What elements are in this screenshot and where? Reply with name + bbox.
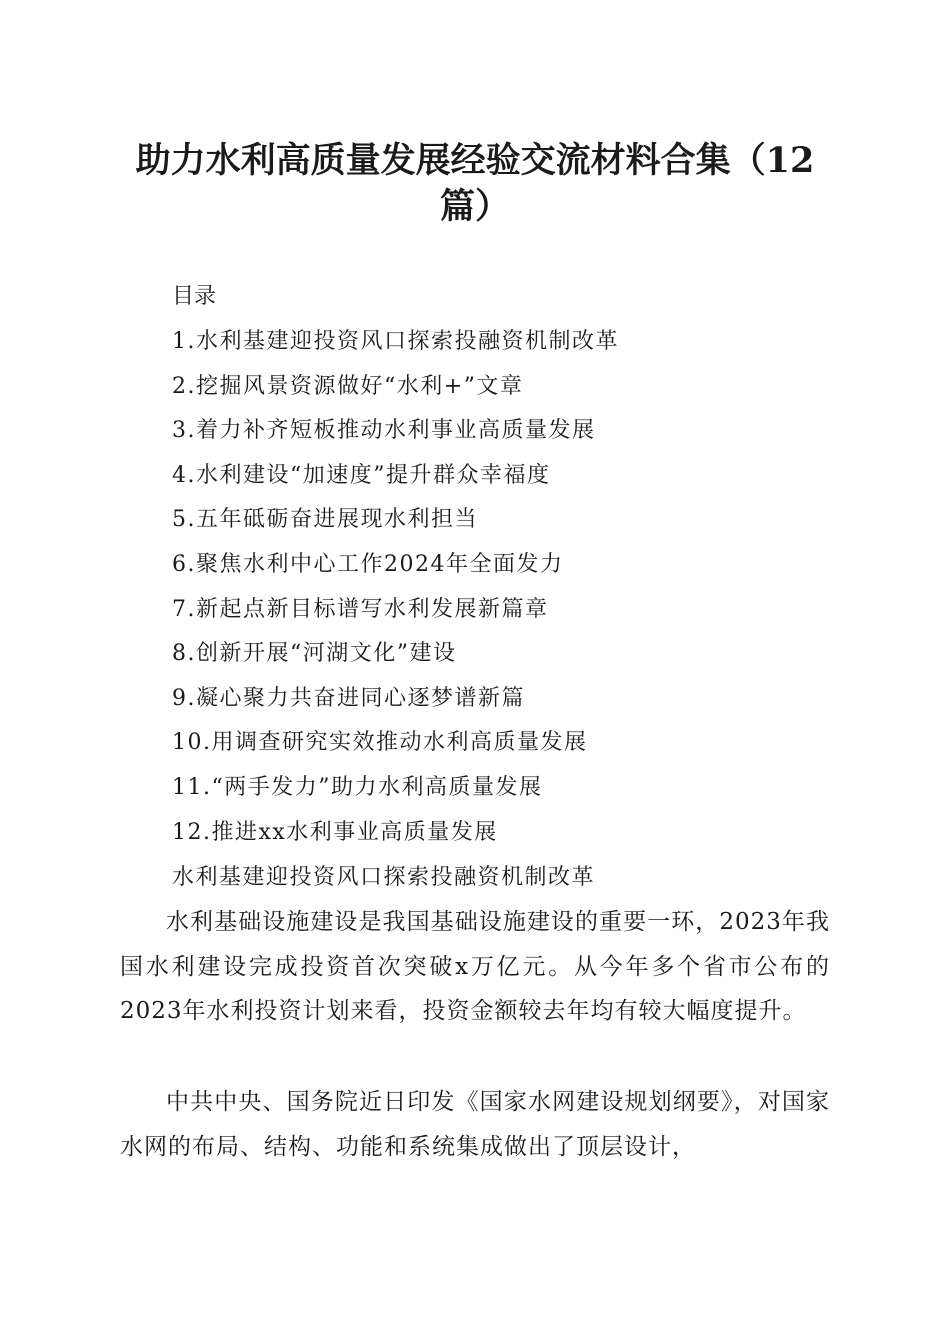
toc-item: 6.聚焦水利中心工作2024年全面发力 [172,551,564,577]
toc-item: 2.挖掘风景资源做好“水利+”文章 [172,373,524,399]
toc-item: 12.推进xx水利事业高质量发展 [172,819,498,845]
body-paragraph: 中共中央、国务院近日印发《国家水网建设规划纲要》，对国家水网的布局、结构、功能和系统集成做出了顶层设计， [120,1089,830,1160]
toc-item: 8.创新开展“河湖文化”建设 [172,641,457,667]
section-title: 水利基建迎投资风口探索投融资机制改革 [172,865,596,890]
document-title: 助力水利高质量发展经验交流材料合集（12篇） [135,140,815,227]
toc-item: 11.“两手发力”助力水利高质量发展 [172,774,543,800]
toc-item: 9.凝心聚力共奋进同心逐梦谱新篇 [172,685,525,711]
body-paragraph: 水利基础设施建设是我国基础设施建设的重要一环，2023年我国水利建设完成投资首次突破x万亿元。从今年多个省市公布的2023年水利投资计划来看，投资金额较去年均有较大幅度提升。 [120,909,830,1024]
toc-item: 1.水利基建迎投资风口探索投融资机制改革 [172,329,619,354]
toc-item: 3.着力补齐短板推动水利事业高质量发展 [172,418,596,444]
toc-heading: 目录 [172,284,217,309]
toc-list [172,325,619,860]
toc-item: 5.五年砥砺奋进展现水利担当 [172,507,478,533]
toc-item: 4.水利建设“加速度”提升群众幸福度 [172,462,551,488]
toc-item: 7.新起点新目标谱写水利发展新篇章 [172,596,549,622]
toc-item: 10.用调查研究实效推动水利高质量发展 [172,730,588,756]
